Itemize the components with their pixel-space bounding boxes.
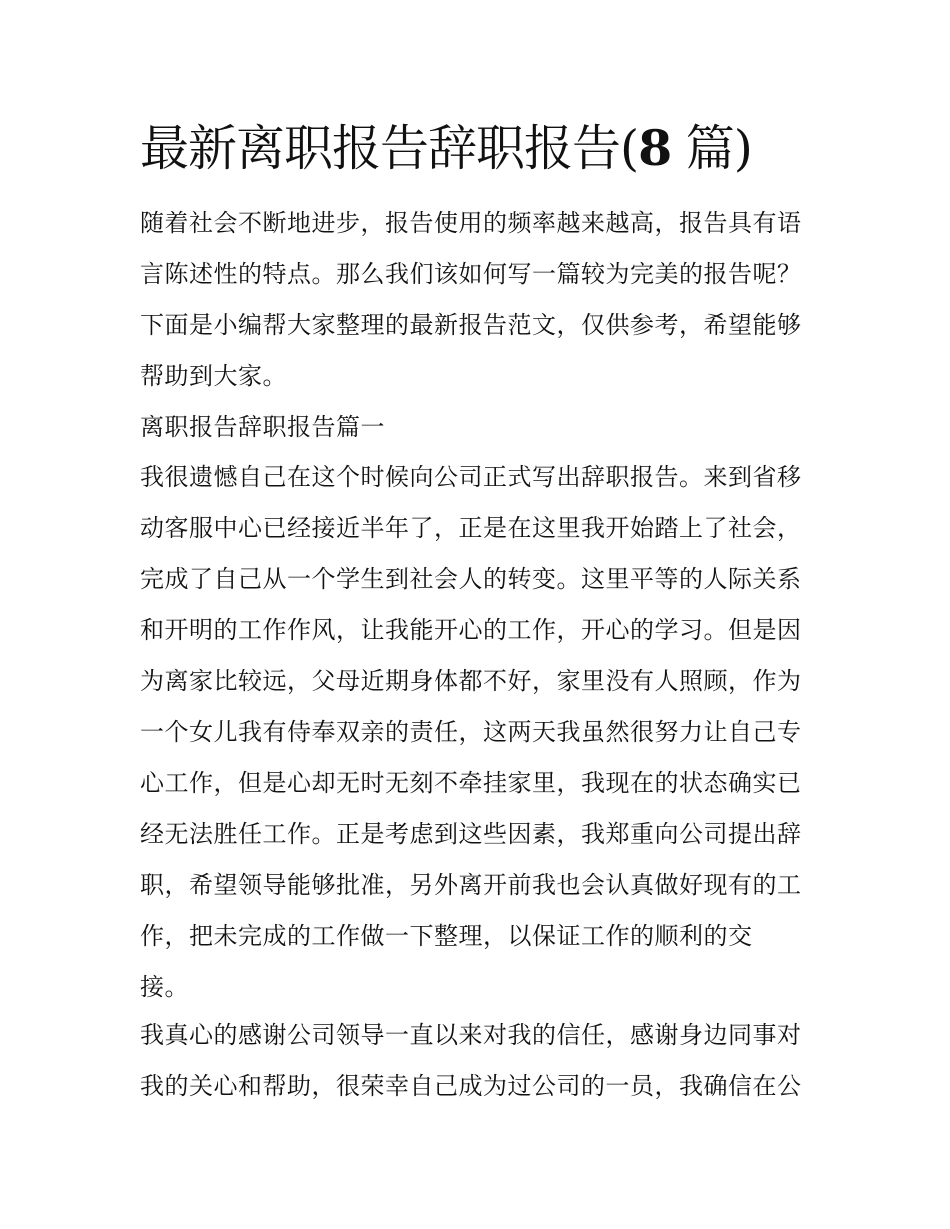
intro-line: 帮助到大家。 xyxy=(140,362,287,390)
paragraph-line: 经无法胜任工作。正是考虑到这些因素，我郑重向公司提出辞 xyxy=(140,820,802,848)
paragraph-line: 为离家比较远，父母近期身体都不好，家里没有人照顾，作为 xyxy=(140,667,802,695)
paragraph-line: 心工作，但是心却无时无刻不牵挂家里，我现在的状态确实已 xyxy=(140,769,802,797)
paragraph-line: 和开明的工作作风，让我能开心的工作，开心的学习。但是因 xyxy=(140,616,802,644)
paragraph-line: 职，希望领导能够批准，另外离开前我也会认真做好现有的工 xyxy=(140,871,802,899)
intro-line: 言陈述性的特点。那么我们该如何写一篇较为完美的报告呢？ xyxy=(140,260,802,288)
paragraph-line: 我的关心和帮助，很荣幸自己成为过公司的一员，我确信在公 xyxy=(140,1072,802,1100)
section-heading xyxy=(140,402,820,453)
intro-line: 随着社会不断地进步，报告使用的频率越来越高，报告具有语 xyxy=(140,209,802,237)
section-heading-text: 离职报告辞职报告篇一 xyxy=(140,413,385,441)
title-prefix: 最新离职报告辞职报告( xyxy=(140,120,639,177)
intro-paragraph xyxy=(140,198,820,402)
paragraph-line: 动客服中心已经接近半年了，正是在这里我开始踏上了社会， xyxy=(140,514,802,542)
body-paragraph-2 xyxy=(140,1010,820,1112)
body-paragraph-1 xyxy=(140,452,820,1013)
paragraph-line: 我真心的感谢公司领导一直以来对我的信任，感谢身边同事对 xyxy=(140,1021,802,1049)
paragraph-line: 一个女儿我有侍奉双亲的责任，这两天我虽然很努力让自己专 xyxy=(140,718,802,746)
document-title xyxy=(140,116,820,181)
title-suffix: 篇) xyxy=(671,120,752,177)
intro-line: 下面是小编帮大家整理的最新报告范文，仅供参考，希望能够 xyxy=(140,311,802,339)
paragraph-line: 完成了自己从一个学生到社会人的转变。这里平等的人际关系 xyxy=(140,565,802,593)
paragraph-line: 我很遗憾自己在这个时候向公司正式写出辞职报告。来到省移 xyxy=(140,463,802,491)
title-number: 8 xyxy=(638,119,672,177)
paragraph-line: 作，把未完成的工作做一下整理，以保证工作的顺利的交 xyxy=(140,922,753,950)
paragraph-line: 接。 xyxy=(140,973,189,1001)
